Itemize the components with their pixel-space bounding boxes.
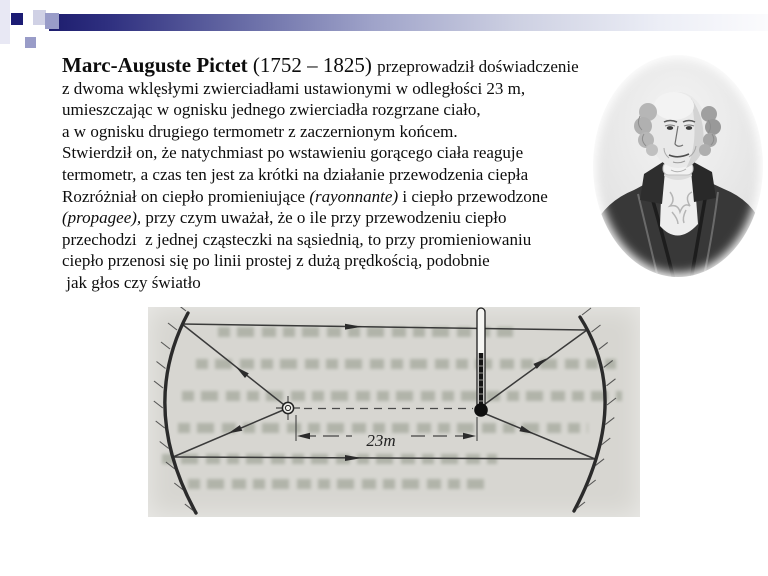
ray-arrow-right: [345, 324, 362, 330]
dimension-arrow-left: [297, 433, 310, 439]
text-line-11: jak głos czy światło: [62, 272, 201, 292]
person-name: Marc-Auguste Pictet: [62, 53, 248, 77]
dimension-arrow-right: [463, 433, 476, 439]
text-line-6: termometr, a czas ten jest za krótki na działanie przewodzenia ciepła: [62, 164, 529, 184]
distance-label: 23m: [366, 431, 396, 450]
decor-square-navy: [11, 13, 23, 25]
text-line-2: z dwoma wklęsłymi zwierciadłami ustawionymi w odległości 23 m,: [62, 78, 526, 98]
text-line-7a: Rozróżniał on ciepło promieniujące: [62, 186, 310, 206]
right-mirror-hatching: [576, 308, 616, 509]
thermometer-bulb: [474, 403, 488, 417]
ray-arrow-right: [345, 455, 362, 461]
text-line-3: umieszczając w ognisku jednego zwierciadła rozgrzane ciało,: [62, 100, 481, 120]
text-line-10: ciepło przenosi się po linii prostej z dużą prędkością, podobnie: [62, 251, 490, 271]
french-term-propagee: (propagee),: [62, 208, 142, 228]
text-line-9: przechodzi z jednej cząsteczki na sąsiednią, to przy promieniowaniu: [62, 229, 532, 249]
decor-square-small: [25, 37, 36, 48]
portrait-image: [590, 52, 766, 280]
ray-arrow: [228, 425, 242, 433]
ray-arrow: [519, 426, 533, 434]
text-line-7: [62, 186, 579, 208]
right-mirror: [574, 317, 605, 511]
person-dates: (1752 – 1825): [247, 53, 378, 77]
decor-square-medium: [45, 13, 59, 29]
text-line-1-rest: przeprowadził doświadczenie: [377, 57, 579, 76]
text-line-8b: przy czym uważał, że o ile przy przewodzeniu ciepło: [141, 208, 507, 228]
text-line-7b: i ciepło przewodzone: [398, 186, 548, 206]
left-mirror: [165, 313, 196, 513]
header-accent-strip: [0, 0, 10, 44]
text-line-1: [62, 55, 579, 78]
text-line-8: [62, 207, 579, 229]
experiment-diagram: [148, 307, 640, 517]
thermometer: [474, 308, 488, 417]
text-line-4: a w ognisku drugiego termometr z zaczernionym końcem.: [62, 121, 458, 141]
text-line-5: Stwierdził on, że natychmiast po wstawieniu gorącego ciała reaguje: [62, 143, 524, 163]
left-mirror-hatching: [154, 307, 194, 511]
body-text: [62, 55, 579, 294]
header-gradient-bar: [49, 14, 768, 31]
french-term-rayonnante: (rayonnante): [309, 186, 399, 206]
distance-dimension: [296, 415, 477, 450]
